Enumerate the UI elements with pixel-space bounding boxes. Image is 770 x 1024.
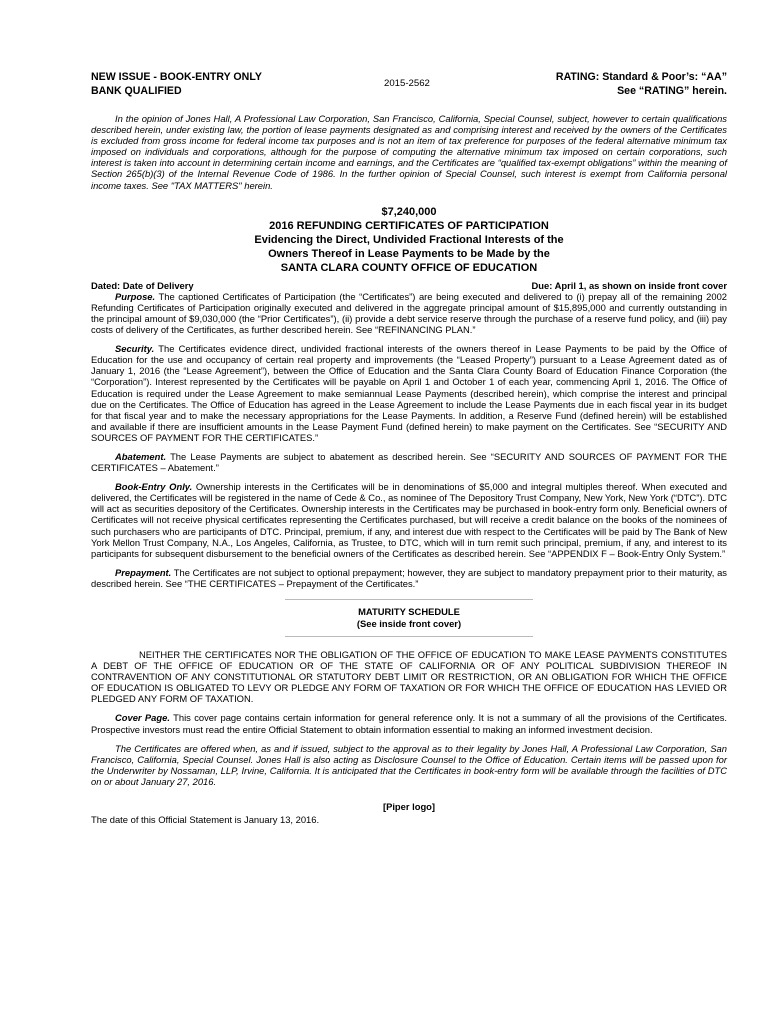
tax-opinion: In the opinion of Jones Hall, A Professional Law Corporation, San Francisco, California, Special Counsel, subject, however to certain qualifications described herein, under existing law, the portion of lease payments designated as and comprising interest and received by the owners of the Certificates is excluded from gross income for federal income tax purposes and is not an item of tax preference for purposes of the federal alternative minimum tax imposed on individuals and corporations, although for the purpose of computing the alternative minimum tax imposed on certain corporations, such interest is taken into account in determining certain income and earnings, and the Certificates are “qualified tax-exempt obligations” within the meaning of Section 265(b)(3) of the Internal Revenue Code of 1986. In the further opinion of Special Counsel, such interest is exempt from California personal income taxes. See "TAX MATTERS" herein. [91,113,727,191]
title-block [91,205,727,275]
book-entry-text: Ownership interests in the Certificates will be in denominations of $5,000 and integral multiples thereof. When executed and delivered, the Certificates will be registered in the name of Cede & Co., as nominee of The Depository Trust Company, New York, New York (“DTC”). DTC will act as securities depository of the Certificates. Ownership interests in the Certificates may be purchased in book-entry form only. Beneficial owners of Certificates will not receive physical certificates representing the Certificates purchased, but will receive a credit balance on the books of the nominees of such purchasers who are participants of DTC. Principal, premium, if any, and interest due with respect to the Certificates will be paid by The Bank of New York Mellon Trust Company, N.A., Los Angeles, California, as Trustee, to DTC, which will in turn remit such principal, premium, if any, and interest to its participants for subsequent disbursement to the beneficial owners of the Certificates as described herein. See “APPENDIX F – Book-Entry Only System.” [91,481,727,559]
maturity-schedule [91,606,727,630]
prepayment-heading: Prepayment. [115,566,172,578]
security-paragraph [91,343,727,443]
issue-type-line1: NEW ISSUE - BOOK-ENTRY ONLY [91,71,262,83]
principal-amount: $7,240,000 [381,205,437,218]
underwriter-logo-placeholder: [Piper logo] [382,801,436,813]
cover-page-heading: Cover Page. [115,712,170,724]
abatement-paragraph [91,451,727,473]
abatement-text: The Lease Payments are subject to abatement as described herein. See “SECURITY AND SOURCES OF PAYMENT FOR THE CERTIFICATES – Abatement.” [91,450,727,474]
rating [556,70,727,98]
cover-page-paragraph [91,712,727,734]
dated-date: Dated: Date of Delivery [91,279,194,291]
due-date: Due: April 1, as shown on inside front cover [531,279,727,291]
abatement-heading: Abatement. [115,450,167,462]
prepayment-text: The Certificates are not subject to optional prepayment; however, they are subject to mandatory prepayment prior to their maturity, as described herein. See “THE CERTIFICATES – Prepayment of the Certificates.” [91,566,727,589]
maturity-subtitle: (See inside front cover) [356,618,462,629]
debt-disclaimer: NEITHER THE CERTIFICATES NOR THE OBLIGATION OF THE OFFICE OF EDUCATION TO MAKE LEASE PAYMENTS CONSTITUTES A DEBT OF THE OFFICE OF EDUCATION OR OF THE STATE OF CALIFORNIA OR OF ANY POLITICAL SUBDIVISION THEREOF IN CONTRAVENTION OF ANY CONSTITUTIONAL OR STATUTORY DEBT LIMIT OR RESTRICTION, OR AN OBLIGATION FOR WHICH THE OFFICE OF EDUCATION IS OBLIGATED TO LEVY OR PLEDGE ANY FORM OF TAXATION OR FOR WHICH THE OFFICE OF EDUCATION HAS LEVIED OR PLEDGED ANY FORM OF TAXATION. [91,649,727,705]
document-number: 2015-2562 [384,78,430,89]
prepayment-paragraph [91,567,727,589]
dated-due-row [91,280,727,291]
book-entry-paragraph [91,481,727,559]
official-statement-cover [91,70,727,825]
rating-line2: See “RATING” herein. [617,85,727,97]
title-line2: Evidencing the Direct, Undivided Fractional Interests of the [254,233,564,246]
issue-type-line2: BANK QUALIFIED [91,85,182,97]
purpose-heading: Purpose. [115,290,156,302]
cover-page-text: This cover page contains certain information for general reference only. It is not a summary of all the provisions of the Certificates. Prospective investors must read the entire Official Statement to obtain information essential to making an informed investment decision. [91,712,727,735]
title-line1: 2016 REFUNDING CERTIFICATES OF PARTICIPATION [269,219,549,232]
rating-line1: RATING: Standard & Poor’s: “AA” [555,71,727,83]
title-line3: Owners Thereof in Lease Payments to be Made by the [268,247,550,260]
divider-bottom [285,636,533,637]
security-heading: Security. [115,343,155,355]
security-text: The Certificates evidence direct, undivided fractional interests of the owners thereof in Lease Payments to be paid by the Office of Education for the use and occupancy of certain real property and improvements (the “Leased Property”) pursuant to a Lease Agreement dated as of January 1, 2016 (the “Lease Agreement”), between the Office of Education and the Santa Clara County Board of Education Finance Corporation (the “Corporation”). Interest represented by the Certificates will be payable on April 1 and October 1 of each year, commencing April 1, 2016. The Office of Education is required under the Lease Agreement to make semiannual Lease Payments (described herein), which comprise the interest and principal due on the Certificates. The Office of Education has agreed in the Lease Agreement to include the Lease Payments due in each fiscal year in its budget for that fiscal year and to make the necessary appropriations for the Lease Payments. In addition, a Reserve Fund (defined herein) will be established and available if there are insufficient amounts in the Lease Payment Fund (defined herein) to make payment on the Certificates. See “SECURITY AND SOURCES OF PAYMENT FOR THE CERTIFICATES.” [91,343,727,443]
header [91,70,727,104]
maturity-title: MATURITY SCHEDULE [358,606,460,617]
purpose-paragraph [91,291,727,335]
divider-top [285,599,533,600]
book-entry-heading: Book-Entry Only. [115,481,193,493]
statement-date: The date of this Official Statement is January 13, 2016. [91,814,320,826]
offering-paragraph: The Certificates are offered when, as and if issued, subject to the approval as to their legality by Jones Hall, A Professional Law Corporation, San Francisco, California, Special Counsel. Jones Hall is also acting as Disclosure Counsel to the Office of Education. Certain items will be passed upon for the Underwriter by Nossaman, LLP, Irvine, California. It is anticipated that the Certificates in book-entry form will be available through the facilities of DTC on or about January 27, 2016. [91,742,727,787]
purpose-text: The captioned Certificates of Participation (the “Certificates”) are being executed and delivered to (i) prepay all of the remaining 2002 Refunding Certificates of Participation originally executed and delivered in the aggregate principal amount of $15,895,000 and currently outstanding in the principal amount of $9,030,000 (the “Prior Certificates”), (ii) provide a debt service reserve through the purchase of a reserve fund policy, and (iii) pay costs of delivery of the Certificates, as further described herein. See “REFINANCING PLAN.” [91,290,727,336]
issue-type [91,70,262,98]
title-line4: SANTA CLARA COUNTY OFFICE OF EDUCATION [280,261,538,274]
